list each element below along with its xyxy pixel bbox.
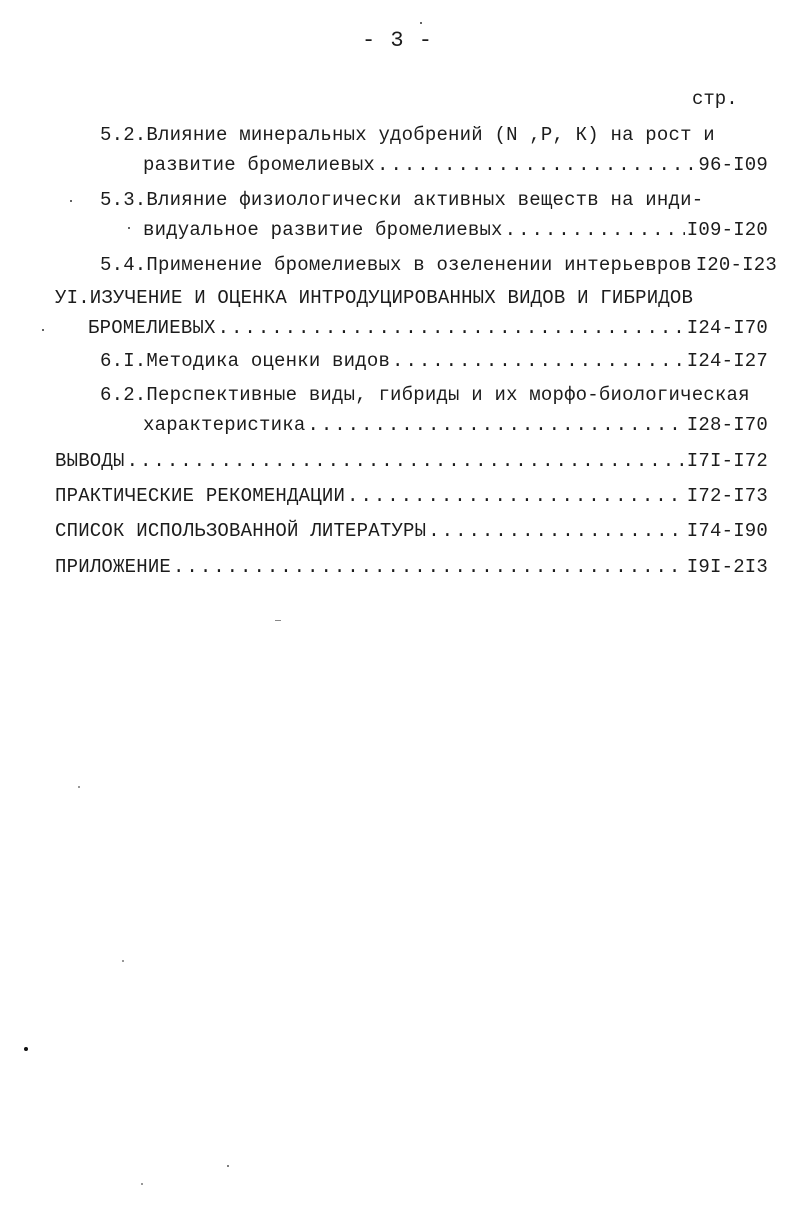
toc-entry-line [143,414,768,436]
dot-leader [127,450,685,472]
toc-entry-pages: I7I-I72 [686,450,768,472]
scan-speck [122,960,124,962]
scan-speck [70,200,72,202]
toc-entry-6-1 [100,350,768,372]
toc-entry-line [143,154,768,176]
toc-entry-pages: I74-I90 [686,520,768,542]
toc-entry-text: 5.4.Применение бромелиевых в озеленении интерьевров [100,254,692,276]
scan-speck [24,1047,28,1051]
toc-entry-pages: I28-I70 [686,414,768,436]
toc-entry-text-line: 5.3.Влияние физиологически активных веществ на инди- [100,189,704,211]
toc-entry-text: ПРИЛОЖЕНИЕ [55,556,172,578]
scan-speck [420,22,422,24]
toc-entry-text: СПИСОК ИСПОЛЬЗОВАННОЙ ЛИТЕРАТУРЫ [55,520,427,542]
dot-leader [218,317,685,339]
toc-entry-pages: I09-I20 [686,219,768,241]
dot-leader [392,350,685,372]
toc-entry-text: развитие бромелиевых [143,154,376,176]
scan-speck [128,227,130,229]
toc-entry-text-line: 5.2.Влияние минеральных удобрений (N ,Р, К) на рост и [100,124,715,146]
scan-speck [275,620,281,621]
dot-leader [347,485,685,507]
toc-entry-text: характеристика [143,414,306,436]
toc-entry-text-line: 6.2.Перспективные виды, гибриды и их морфо-биологическая [100,384,750,406]
toc-entry-recommendations [55,485,768,507]
toc-entry-pages: I24-I27 [686,350,768,372]
scan-speck [141,1183,143,1185]
dot-leader [428,520,685,542]
toc-entry-pages: I72-I73 [686,485,768,507]
toc-entry-references [55,520,768,542]
page-number: - 3 - [361,28,433,53]
scan-speck [227,1165,229,1167]
toc-entry-5-4 [100,254,777,276]
toc-entry-text: 6.I.Методика оценки видов [100,350,391,372]
scan-speck [78,786,80,788]
dot-leader [307,414,684,436]
toc-entry-pages: I9I-2I3 [686,556,768,578]
toc-entry-line [143,219,768,241]
toc-entry-pages: 96-I09 [698,154,768,176]
toc-entry-text: ПРАКТИЧЕСКИЕ РЕКОМЕНДАЦИИ [55,485,346,507]
dot-leader [377,154,696,176]
toc-entry-conclusions [55,450,768,472]
page-column-header: стр. [692,88,738,110]
toc-entry-line [88,317,768,339]
toc-entry-text: ВЫВОДЫ [55,450,125,472]
toc-entry-pages: I24-I70 [686,317,768,339]
toc-entry-text: БРОМЕЛИЕВЫХ [88,317,216,339]
toc-entry-text-line: УI.ИЗУЧЕНИЕ И ОЦЕНКА ИНТРОДУЦИРОВАННЫХ ВИДОВ И ГИБРИДОВ [55,287,694,309]
dot-leader [505,219,685,241]
scan-speck [42,329,44,331]
toc-entry-pages: I20-I23 [695,254,777,276]
toc-entry-text: видуальное развитие бромелиевых [143,219,503,241]
dot-leader [173,556,685,578]
toc-entry-appendix [55,556,768,578]
